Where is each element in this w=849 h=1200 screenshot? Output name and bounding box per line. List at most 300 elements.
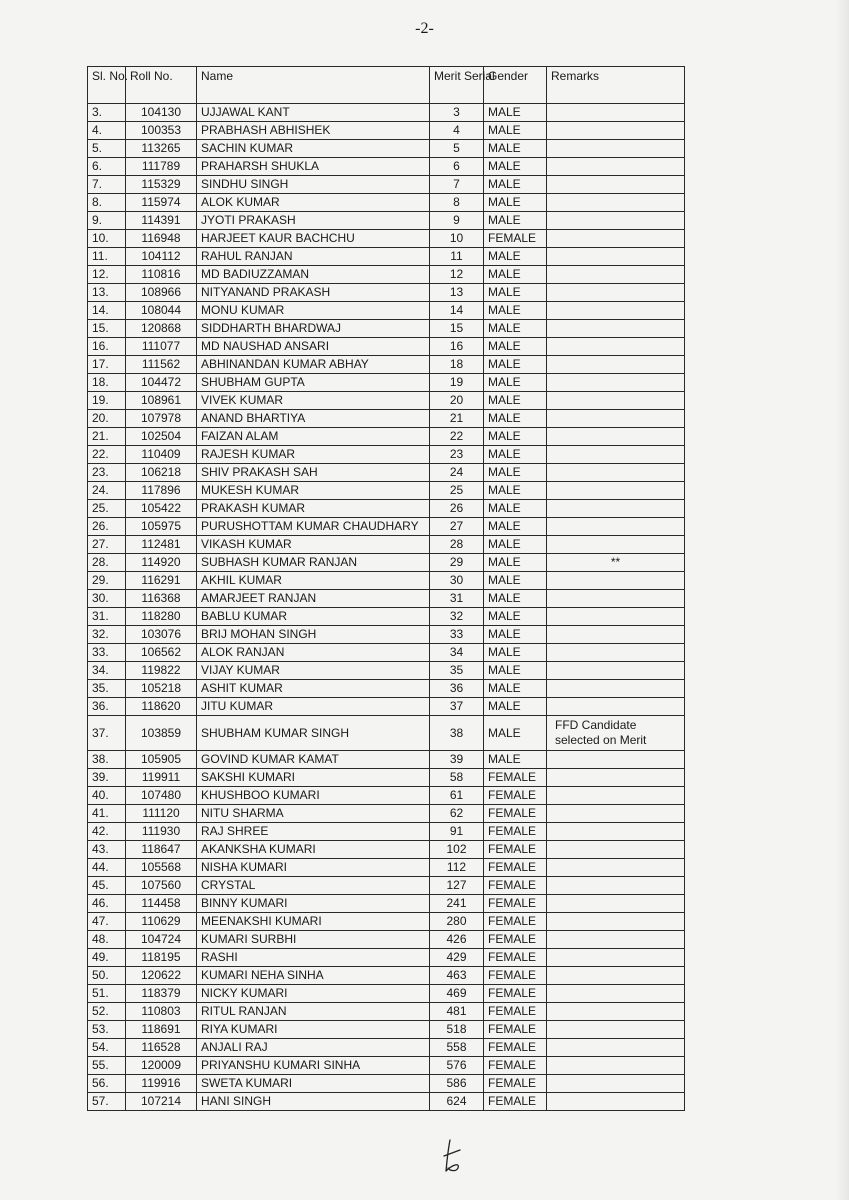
cell-gender: MALE [484, 338, 547, 356]
cell-gender: MALE [484, 104, 547, 122]
cell-gender: MALE [484, 590, 547, 608]
cell-roll-no: 111562 [126, 356, 197, 374]
cell-name: AKHIL KUMAR [197, 572, 430, 590]
cell-roll-no: 105975 [126, 518, 197, 536]
cell-sl-no: 10. [88, 230, 126, 248]
cell-roll-no: 119822 [126, 662, 197, 680]
table-row [88, 590, 685, 608]
cell-name: RIYA KUMARI [197, 1021, 430, 1039]
table-header-row [88, 67, 685, 104]
cell-merit-serial: 34 [430, 644, 484, 662]
cell-sl-no: 26. [88, 518, 126, 536]
cell-sl-no: 7. [88, 176, 126, 194]
cell-sl-no: 18. [88, 374, 126, 392]
cell-sl-no: 57. [88, 1093, 126, 1111]
cell-sl-no: 23. [88, 464, 126, 482]
table-row [88, 662, 685, 680]
cell-name: MD BADIUZZAMAN [197, 266, 430, 284]
cell-remarks [547, 1003, 685, 1021]
cell-sl-no: 16. [88, 338, 126, 356]
cell-name: RAHUL RANJAN [197, 248, 430, 266]
cell-sl-no: 34. [88, 662, 126, 680]
cell-sl-no: 17. [88, 356, 126, 374]
cell-name: VIKASH KUMAR [197, 536, 430, 554]
cell-sl-no: 50. [88, 967, 126, 985]
cell-merit-serial: 33 [430, 626, 484, 644]
cell-roll-no: 108961 [126, 392, 197, 410]
cell-name: KHUSHBOO KUMARI [197, 787, 430, 805]
cell-roll-no: 105568 [126, 859, 197, 877]
cell-roll-no: 116528 [126, 1039, 197, 1057]
cell-roll-no: 119916 [126, 1075, 197, 1093]
cell-remarks [547, 1093, 685, 1111]
table-row [88, 877, 685, 895]
cell-gender: MALE [484, 392, 547, 410]
cell-name: AMARJEET RANJAN [197, 590, 430, 608]
cell-name: UJJAWAL KANT [197, 104, 430, 122]
cell-name: MUKESH KUMAR [197, 482, 430, 500]
cell-sl-no: 12. [88, 266, 126, 284]
cell-sl-no: 37. [88, 716, 126, 751]
cell-sl-no: 11. [88, 248, 126, 266]
cell-gender: MALE [484, 536, 547, 554]
cell-gender: MALE [484, 554, 547, 572]
cell-roll-no: 103859 [126, 716, 197, 751]
cell-gender: MALE [484, 176, 547, 194]
table-row [88, 967, 685, 985]
cell-sl-no: 24. [88, 482, 126, 500]
cell-gender: FEMALE [484, 985, 547, 1003]
cell-remarks [547, 158, 685, 176]
cell-remarks [547, 374, 685, 392]
cell-gender: FEMALE [484, 1021, 547, 1039]
cell-roll-no: 107214 [126, 1093, 197, 1111]
cell-roll-no: 111120 [126, 805, 197, 823]
cell-merit-serial: 16 [430, 338, 484, 356]
cell-roll-no: 118280 [126, 608, 197, 626]
cell-sl-no: 35. [88, 680, 126, 698]
cell-remarks [547, 698, 685, 716]
cell-gender: MALE [484, 680, 547, 698]
cell-gender: MALE [484, 626, 547, 644]
cell-merit-serial: 624 [430, 1093, 484, 1111]
cell-name: AKANKSHA KUMARI [197, 841, 430, 859]
cell-roll-no: 106562 [126, 644, 197, 662]
cell-sl-no: 47. [88, 913, 126, 931]
cell-name: ABHINANDAN KUMAR ABHAY [197, 356, 430, 374]
cell-name: SUBHASH KUMAR RANJAN [197, 554, 430, 572]
cell-roll-no: 107978 [126, 410, 197, 428]
cell-roll-no: 108966 [126, 284, 197, 302]
cell-merit-serial: 20 [430, 392, 484, 410]
cell-remarks [547, 1075, 685, 1093]
cell-name: VIVEK KUMAR [197, 392, 430, 410]
table-row [88, 985, 685, 1003]
cell-roll-no: 111077 [126, 338, 197, 356]
cell-merit-serial: 36 [430, 680, 484, 698]
cell-sl-no: 28. [88, 554, 126, 572]
cell-sl-no: 29. [88, 572, 126, 590]
table-row [88, 895, 685, 913]
cell-gender: FEMALE [484, 769, 547, 787]
table-body [88, 104, 685, 1111]
cell-merit-serial: 8 [430, 194, 484, 212]
table-row [88, 626, 685, 644]
cell-remarks [547, 266, 685, 284]
cell-roll-no: 112481 [126, 536, 197, 554]
table-row [88, 680, 685, 698]
cell-remarks [547, 823, 685, 841]
table-row [88, 266, 685, 284]
cell-gender: FEMALE [484, 823, 547, 841]
cell-roll-no: 120868 [126, 320, 197, 338]
cell-merit-serial: 31 [430, 590, 484, 608]
cell-remarks [547, 320, 685, 338]
cell-merit-serial: 18 [430, 356, 484, 374]
cell-roll-no: 104112 [126, 248, 197, 266]
cell-roll-no: 100353 [126, 122, 197, 140]
cell-roll-no: 118647 [126, 841, 197, 859]
table-row [88, 536, 685, 554]
table-row [88, 176, 685, 194]
cell-sl-no: 45. [88, 877, 126, 895]
cell-merit-serial: 26 [430, 500, 484, 518]
table-row [88, 194, 685, 212]
cell-name: KUMARI NEHA SINHA [197, 967, 430, 985]
cell-name: NITU SHARMA [197, 805, 430, 823]
cell-sl-no: 44. [88, 859, 126, 877]
table-row [88, 248, 685, 266]
cell-merit-serial: 62 [430, 805, 484, 823]
cell-gender: MALE [484, 644, 547, 662]
cell-gender: MALE [484, 356, 547, 374]
cell-name: SAKSHI KUMARI [197, 769, 430, 787]
cell-name: ASHIT KUMAR [197, 680, 430, 698]
header-name: Name [197, 67, 430, 104]
scan-edge-shadow [835, 0, 849, 1200]
cell-name: SIDDHARTH BHARDWAJ [197, 320, 430, 338]
cell-merit-serial: 39 [430, 751, 484, 769]
table-row [88, 608, 685, 626]
cell-remarks [547, 428, 685, 446]
table-row [88, 787, 685, 805]
cell-roll-no: 111930 [126, 823, 197, 841]
cell-roll-no: 105218 [126, 680, 197, 698]
header-gender: Gender [484, 67, 547, 104]
cell-sl-no: 14. [88, 302, 126, 320]
header-sl-no: Sl. No. [88, 67, 126, 104]
table-row [88, 464, 685, 482]
table-row [88, 320, 685, 338]
cell-sl-no: 6. [88, 158, 126, 176]
cell-roll-no: 110629 [126, 913, 197, 931]
cell-name: BRIJ MOHAN SINGH [197, 626, 430, 644]
cell-remarks [547, 895, 685, 913]
table-row [88, 769, 685, 787]
table-row [88, 841, 685, 859]
cell-remarks [547, 338, 685, 356]
cell-roll-no: 105905 [126, 751, 197, 769]
cell-roll-no: 110409 [126, 446, 197, 464]
cell-sl-no: 5. [88, 140, 126, 158]
cell-name: MEENAKSHI KUMARI [197, 913, 430, 931]
cell-name: RAJESH KUMAR [197, 446, 430, 464]
cell-merit-serial: 14 [430, 302, 484, 320]
signature-mark [438, 1138, 468, 1174]
cell-gender: FEMALE [484, 931, 547, 949]
cell-roll-no: 118620 [126, 698, 197, 716]
cell-remarks [547, 877, 685, 895]
cell-gender: FEMALE [484, 949, 547, 967]
table-row [88, 482, 685, 500]
table-row [88, 356, 685, 374]
cell-remarks [547, 194, 685, 212]
table-row [88, 554, 685, 572]
cell-sl-no: 15. [88, 320, 126, 338]
cell-name: BABLU KUMAR [197, 608, 430, 626]
cell-name: SINDHU SINGH [197, 176, 430, 194]
cell-sl-no: 51. [88, 985, 126, 1003]
cell-remarks [547, 1057, 685, 1075]
cell-remarks [547, 590, 685, 608]
cell-roll-no: 104130 [126, 104, 197, 122]
table-row [88, 302, 685, 320]
cell-roll-no: 106218 [126, 464, 197, 482]
cell-merit-serial: 4 [430, 122, 484, 140]
cell-roll-no: 119911 [126, 769, 197, 787]
cell-name: RASHI [197, 949, 430, 967]
table-row [88, 338, 685, 356]
cell-sl-no: 40. [88, 787, 126, 805]
cell-sl-no: 36. [88, 698, 126, 716]
cell-roll-no: 120009 [126, 1057, 197, 1075]
cell-name: FAIZAN ALAM [197, 428, 430, 446]
cell-remarks [547, 913, 685, 931]
cell-merit-serial: 21 [430, 410, 484, 428]
cell-remarks [547, 464, 685, 482]
table-row [88, 500, 685, 518]
cell-merit-serial: 23 [430, 446, 484, 464]
cell-sl-no: 31. [88, 608, 126, 626]
cell-name: KUMARI SURBHI [197, 931, 430, 949]
header-roll-no: Roll No. [126, 67, 197, 104]
cell-sl-no: 55. [88, 1057, 126, 1075]
cell-name: HARJEET KAUR BACHCHU [197, 230, 430, 248]
cell-name: ANAND BHARTIYA [197, 410, 430, 428]
cell-remarks [547, 302, 685, 320]
cell-merit-serial: 38 [430, 716, 484, 751]
cell-merit-serial: 58 [430, 769, 484, 787]
cell-sl-no: 41. [88, 805, 126, 823]
cell-name: SACHIN KUMAR [197, 140, 430, 158]
cell-name: MD NAUSHAD ANSARI [197, 338, 430, 356]
cell-sl-no: 54. [88, 1039, 126, 1057]
table-row [88, 284, 685, 302]
cell-roll-no: 107480 [126, 787, 197, 805]
cell-gender: MALE [484, 716, 547, 751]
cell-remarks [547, 446, 685, 464]
cell-roll-no: 113265 [126, 140, 197, 158]
cell-remarks [547, 931, 685, 949]
cell-roll-no: 110816 [126, 266, 197, 284]
cell-remarks [547, 626, 685, 644]
cell-roll-no: 104724 [126, 931, 197, 949]
cell-gender: MALE [484, 212, 547, 230]
cell-remarks [547, 1021, 685, 1039]
cell-roll-no: 114391 [126, 212, 197, 230]
cell-name: PRABHASH ABHISHEK [197, 122, 430, 140]
table-row [88, 1057, 685, 1075]
cell-gender: MALE [484, 266, 547, 284]
cell-remarks [547, 482, 685, 500]
cell-name: JITU KUMAR [197, 698, 430, 716]
cell-name: PRIYANSHU KUMARI SINHA [197, 1057, 430, 1075]
cell-remarks [547, 751, 685, 769]
cell-merit-serial: 61 [430, 787, 484, 805]
cell-merit-serial: 429 [430, 949, 484, 967]
cell-roll-no: 116948 [126, 230, 197, 248]
cell-gender: MALE [484, 302, 547, 320]
table-row [88, 931, 685, 949]
cell-gender: MALE [484, 284, 547, 302]
cell-remarks [547, 410, 685, 428]
cell-remarks [547, 284, 685, 302]
cell-gender: MALE [484, 751, 547, 769]
cell-merit-serial: 241 [430, 895, 484, 913]
table-row [88, 751, 685, 769]
cell-gender: MALE [484, 428, 547, 446]
cell-gender: MALE [484, 410, 547, 428]
cell-gender: MALE [484, 464, 547, 482]
cell-merit-serial: 27 [430, 518, 484, 536]
cell-merit-serial: 426 [430, 931, 484, 949]
cell-gender: FEMALE [484, 967, 547, 985]
cell-merit-serial: 22 [430, 428, 484, 446]
cell-roll-no: 110803 [126, 1003, 197, 1021]
cell-name: ALOK RANJAN [197, 644, 430, 662]
cell-roll-no: 102504 [126, 428, 197, 446]
table-row [88, 140, 685, 158]
cell-gender: MALE [484, 698, 547, 716]
cell-sl-no: 33. [88, 644, 126, 662]
cell-gender: FEMALE [484, 1039, 547, 1057]
cell-sl-no: 19. [88, 392, 126, 410]
cell-merit-serial: 3 [430, 104, 484, 122]
table-row [88, 644, 685, 662]
cell-gender: FEMALE [484, 859, 547, 877]
cell-name: HANI SINGH [197, 1093, 430, 1111]
cell-name: ANJALI RAJ [197, 1039, 430, 1057]
cell-sl-no: 53. [88, 1021, 126, 1039]
cell-gender: MALE [484, 608, 547, 626]
cell-name: GOVIND KUMAR KAMAT [197, 751, 430, 769]
cell-remarks [547, 572, 685, 590]
cell-name: PRAKASH KUMAR [197, 500, 430, 518]
cell-roll-no: 115974 [126, 194, 197, 212]
table-row [88, 859, 685, 877]
cell-merit-serial: 481 [430, 1003, 484, 1021]
table-row [88, 410, 685, 428]
cell-remarks [547, 805, 685, 823]
cell-merit-serial: 32 [430, 608, 484, 626]
cell-sl-no: 13. [88, 284, 126, 302]
cell-roll-no: 114920 [126, 554, 197, 572]
cell-remarks [547, 769, 685, 787]
cell-merit-serial: 30 [430, 572, 484, 590]
cell-remarks [547, 662, 685, 680]
cell-sl-no: 27. [88, 536, 126, 554]
cell-sl-no: 30. [88, 590, 126, 608]
cell-merit-serial: 35 [430, 662, 484, 680]
table-row [88, 1039, 685, 1057]
cell-remarks [547, 967, 685, 985]
cell-roll-no: 116368 [126, 590, 197, 608]
cell-gender: MALE [484, 482, 547, 500]
cell-name: JYOTI PRAKASH [197, 212, 430, 230]
cell-name: CRYSTAL [197, 877, 430, 895]
cell-name: BINNY KUMARI [197, 895, 430, 913]
cell-remarks [547, 104, 685, 122]
cell-roll-no: 120622 [126, 967, 197, 985]
cell-merit-serial: 469 [430, 985, 484, 1003]
cell-sl-no: 49. [88, 949, 126, 967]
cell-roll-no: 116291 [126, 572, 197, 590]
cell-merit-serial: 558 [430, 1039, 484, 1057]
cell-remarks: ** [547, 554, 685, 572]
cell-gender: FEMALE [484, 877, 547, 895]
cell-sl-no: 38. [88, 751, 126, 769]
cell-name: PURUSHOTTAM KUMAR CHAUDHARY [197, 518, 430, 536]
cell-name: ALOK KUMAR [197, 194, 430, 212]
header-merit-serial: Merit Serial [430, 67, 484, 104]
table-row [88, 805, 685, 823]
cell-sl-no: 8. [88, 194, 126, 212]
cell-gender: MALE [484, 320, 547, 338]
cell-name: SWETA KUMARI [197, 1075, 430, 1093]
cell-remarks [547, 841, 685, 859]
cell-gender: FEMALE [484, 805, 547, 823]
cell-merit-serial: 586 [430, 1075, 484, 1093]
cell-gender: MALE [484, 374, 547, 392]
cell-name: NITYANAND PRAKASH [197, 284, 430, 302]
cell-remarks [547, 356, 685, 374]
cell-gender: FEMALE [484, 913, 547, 931]
cell-sl-no: 52. [88, 1003, 126, 1021]
cell-remarks [547, 608, 685, 626]
cell-gender: MALE [484, 158, 547, 176]
table-row [88, 158, 685, 176]
cell-remarks [547, 1039, 685, 1057]
cell-remarks [547, 392, 685, 410]
cell-gender: MALE [484, 500, 547, 518]
page-number: -2- [415, 20, 434, 37]
cell-merit-serial: 576 [430, 1057, 484, 1075]
table-row [88, 392, 685, 410]
cell-remarks [547, 949, 685, 967]
cell-gender: FEMALE [484, 1093, 547, 1111]
table-row [88, 374, 685, 392]
cell-merit-serial: 463 [430, 967, 484, 985]
cell-name: NISHA KUMARI [197, 859, 430, 877]
cell-merit-serial: 11 [430, 248, 484, 266]
cell-name: MONU KUMAR [197, 302, 430, 320]
cell-remarks [547, 248, 685, 266]
cell-sl-no: 22. [88, 446, 126, 464]
cell-sl-no: 56. [88, 1075, 126, 1093]
cell-merit-serial: 28 [430, 536, 484, 554]
cell-sl-no: 32. [88, 626, 126, 644]
cell-sl-no: 21. [88, 428, 126, 446]
